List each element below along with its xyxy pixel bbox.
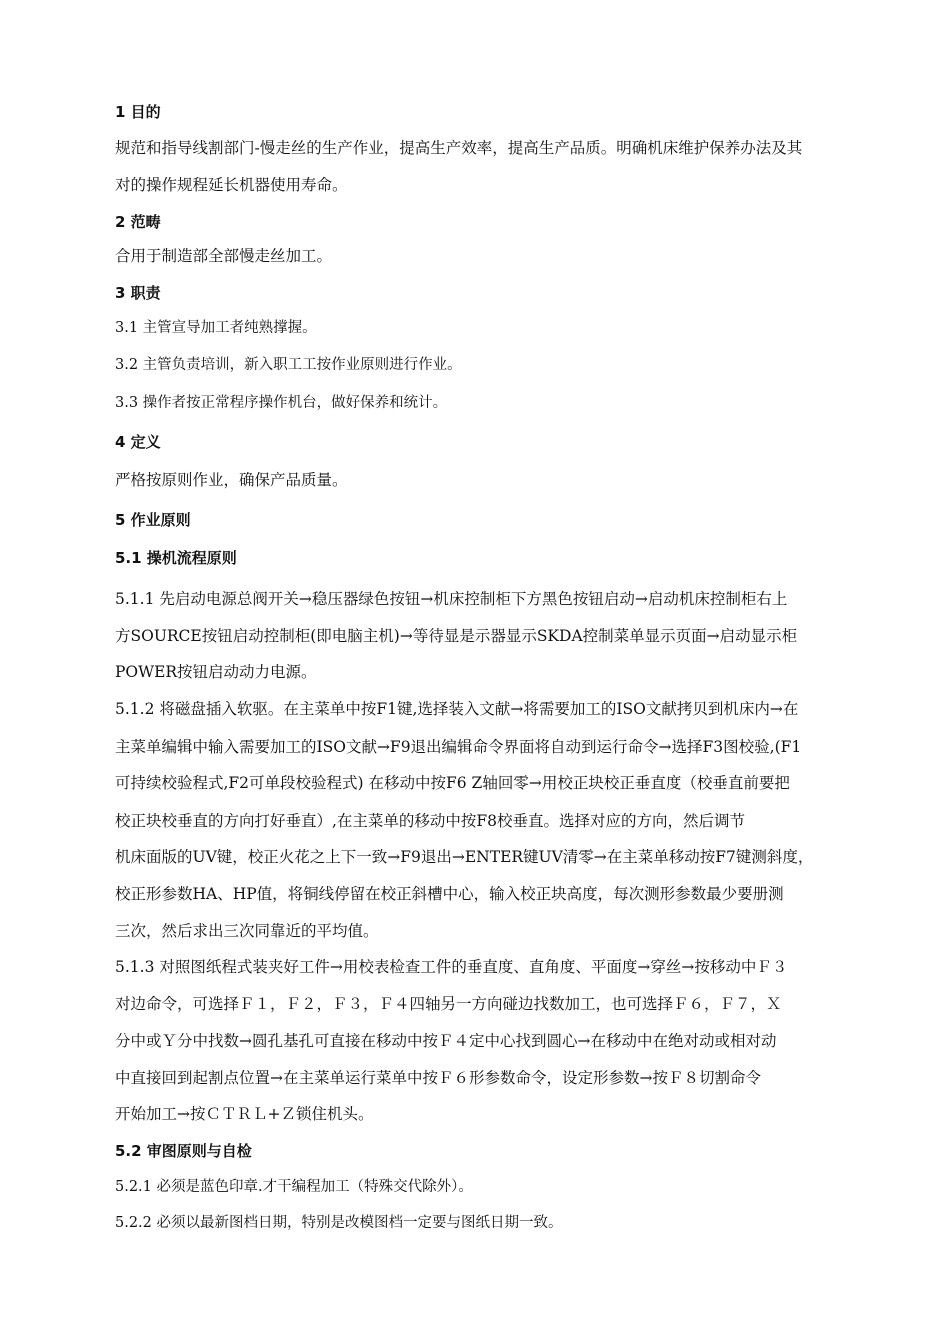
paragraph-line: 严格按原则作业，确保产品质量。 <box>115 471 348 489</box>
paragraph-line: 对边命令，可选择Ｆ１，Ｆ２，Ｆ３，Ｆ４四轴另一方向碰边找数加工，也可选择Ｆ６，Ｆ７，Ｘ <box>115 995 782 1013</box>
paragraph-line: 3.1 主管宣导加工者纯熟撑握。 <box>115 320 317 336</box>
subsection-heading-operation-flow: 5.1 操机流程原则 <box>115 549 237 567</box>
paragraph-line: 开始加工→按ＣＴＲＬ+Ｚ锁住机头。 <box>115 1105 374 1123</box>
paragraph-line: 三次，然后求出三次同靠近的平均值。 <box>115 922 379 940</box>
paragraph-line: POWER按钮启动动力电源。 <box>115 663 317 681</box>
paragraph-line: 5.1.2 将磁盘插入软驱。在主菜单中按F1键,选择装入文献→将需要加工的ISO文献拷贝到机床内→在 <box>115 700 799 718</box>
paragraph-line: 中直接回到起割点位置→在主菜单运行菜单中按Ｆ６形参数命令，设定形参数→按Ｆ８切割命令 <box>115 1069 761 1087</box>
paragraph-line: 对的操作规程延长机器使用寿命。 <box>115 176 348 194</box>
paragraph-line: 可持续校验程式,F2可单段校验程式) 在移动中按F6 Z轴回零→用校正块校正垂直度（校垂直前要把 <box>115 774 790 792</box>
paragraph-line: 5.2.1 必须是蓝色印章.才干编程加工（特殊交代除外）。 <box>115 1179 473 1195</box>
paragraph-line: 方SOURCE按钮启动控制柜(即电脑主机)→等待显是示器显示SKDA控制菜单显示页面→启动显示柜 <box>115 627 798 645</box>
section-heading-scope: 2 范畴 <box>115 213 161 231</box>
paragraph-line: 规范和指导线割部门-慢走丝的生产作业，提高生产效率，提高生产品质。明确机床维护保养办法及其 <box>115 139 803 157</box>
paragraph-line: 机床面版的UV键，校正火花之上下一致→F9退出→ENTER键UV清零→在主菜单移动按F7键测斜度， <box>115 848 814 866</box>
paragraph-line: 5.1.3 对照图纸程式装夹好工件→用校表检查工件的垂直度、直角度、平面度→穿丝→按移动中Ｆ３ <box>115 958 788 976</box>
section-heading-responsibility: 3 职责 <box>115 284 161 302</box>
subsection-heading-drawing-review: 5.2 审图原则与自检 <box>115 1142 252 1160</box>
paragraph-line: 3.2 主管负责培训，新入职工工按作业原则进行作业。 <box>115 357 462 373</box>
paragraph-line: 主菜单编辑中输入需要加工的ISO文献→F9退出编辑命令界面将自动到运行命令→选择F3图校验,(F1 <box>115 738 802 756</box>
section-heading-work-principles: 5 作业原则 <box>115 511 191 529</box>
paragraph-line: 5.2.2 必须以最新图档日期，特别是改模图档一定要与图纸日期一致。 <box>115 1215 563 1231</box>
paragraph-line: 校正块校垂直的方向打好垂直）,在主菜单的移动中按F8校垂直。选择对应的方向，然后调节 <box>115 812 746 830</box>
paragraph-line: 分中或Ｙ分中找数→圆孔基孔可直接在移动中按Ｆ４定中心找到圆心→在移动中在绝对动或相对动 <box>115 1032 777 1050</box>
paragraph-line: 5.1.1 先启动电源总阀开关→稳压器绿色按钮→机床控制柜下方黑色按钮启动→启动机床控制柜右上 <box>115 590 788 608</box>
section-heading-definition: 4 定义 <box>115 433 161 451</box>
section-heading-purpose: 1 目的 <box>115 103 161 121</box>
paragraph-line: 3.3 操作者按正常程序操作机台，做好保养和统计。 <box>115 395 448 411</box>
paragraph-line: 校正形参数HA、HP值，将铜线停留在校正斜槽中心，输入校正块高度，每次测形参数最少要册测 <box>115 885 784 903</box>
paragraph-line: 合用于制造部全部慢走丝加工。 <box>115 247 333 265</box>
